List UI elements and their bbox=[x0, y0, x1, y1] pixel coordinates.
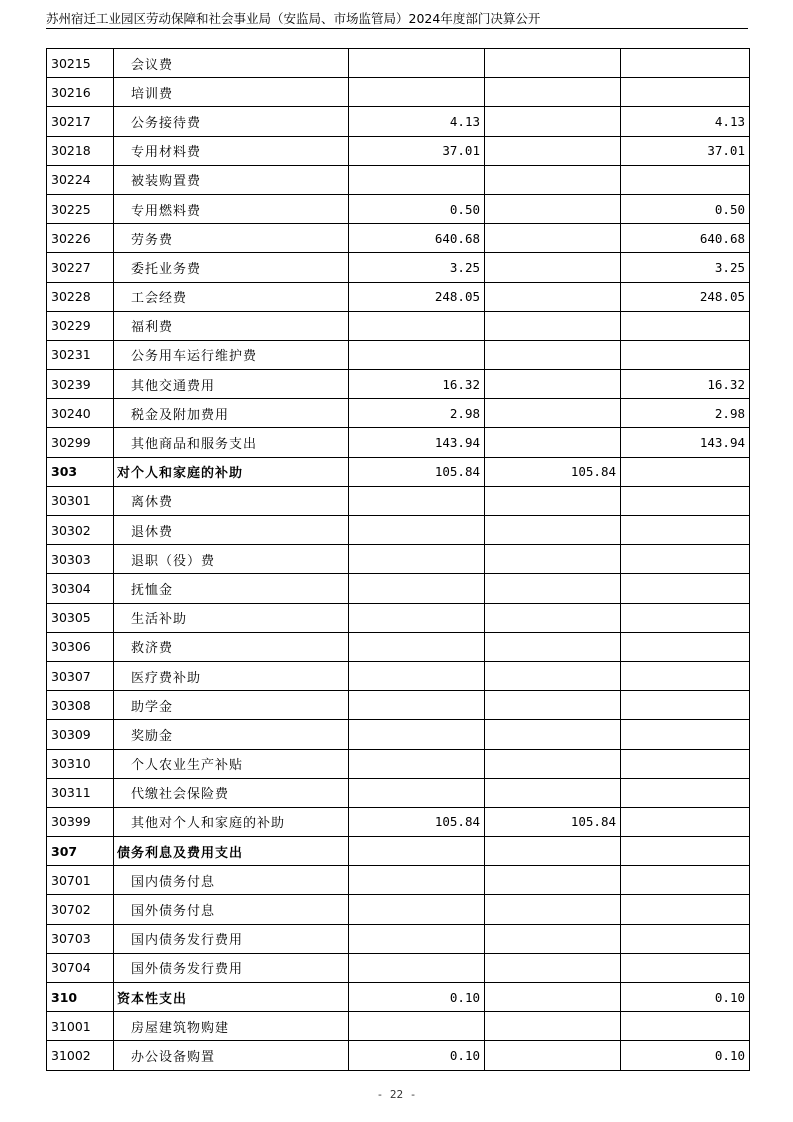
cell-name: 对个人和家庭的补助 bbox=[114, 457, 349, 486]
cell-name: 离休费 bbox=[114, 486, 349, 515]
cell-total bbox=[349, 311, 485, 340]
cell-name: 房屋建筑物购建 bbox=[114, 1012, 349, 1041]
cell-basic bbox=[485, 574, 621, 603]
cell-basic bbox=[485, 1041, 621, 1070]
cell-total: 640.68 bbox=[349, 224, 485, 253]
header-divider bbox=[46, 28, 748, 29]
cell-project: 0.10 bbox=[621, 1041, 750, 1070]
cell-basic bbox=[485, 924, 621, 953]
cell-name: 福利费 bbox=[114, 311, 349, 340]
cell-code: 30703 bbox=[47, 924, 114, 953]
cell-basic bbox=[485, 253, 621, 282]
cell-project bbox=[621, 78, 750, 107]
page-header-title: 苏州宿迁工业园区劳动保障和社会事业局（安监局、市场监管局）2024年度部门决算公开 bbox=[46, 11, 541, 26]
cell-name: 税金及附加费用 bbox=[114, 399, 349, 428]
cell-project: 16.32 bbox=[621, 370, 750, 399]
table-category-row bbox=[47, 837, 750, 866]
cell-code: 30240 bbox=[47, 399, 114, 428]
cell-total bbox=[349, 603, 485, 632]
cell-total bbox=[349, 545, 485, 574]
cell-name: 其他商品和服务支出 bbox=[114, 428, 349, 457]
cell-total bbox=[349, 1012, 485, 1041]
cell-basic bbox=[485, 370, 621, 399]
cell-total bbox=[349, 837, 485, 866]
cell-basic bbox=[485, 983, 621, 1012]
cell-name: 办公设备购置 bbox=[114, 1041, 349, 1070]
cell-total: 0.10 bbox=[349, 983, 485, 1012]
table-row bbox=[47, 165, 750, 194]
cell-basic bbox=[485, 778, 621, 807]
cell-project bbox=[621, 778, 750, 807]
cell-code: 30228 bbox=[47, 282, 114, 311]
table-row bbox=[47, 866, 750, 895]
table-row bbox=[47, 720, 750, 749]
cell-code: 30231 bbox=[47, 340, 114, 369]
cell-basic bbox=[485, 311, 621, 340]
cell-code: 31002 bbox=[47, 1041, 114, 1070]
cell-code: 30299 bbox=[47, 428, 114, 457]
cell-basic bbox=[485, 691, 621, 720]
cell-code: 30218 bbox=[47, 136, 114, 165]
cell-basic bbox=[485, 545, 621, 574]
cell-project bbox=[621, 837, 750, 866]
table-row bbox=[47, 924, 750, 953]
cell-name: 公务用车运行维护费 bbox=[114, 340, 349, 369]
cell-name: 其他对个人和家庭的补助 bbox=[114, 807, 349, 836]
cell-total bbox=[349, 924, 485, 953]
table-row bbox=[47, 1041, 750, 1070]
cell-basic bbox=[485, 895, 621, 924]
table-row bbox=[47, 428, 750, 457]
table-row bbox=[47, 340, 750, 369]
cell-basic bbox=[485, 136, 621, 165]
cell-project: 0.10 bbox=[621, 983, 750, 1012]
table-row bbox=[47, 194, 750, 223]
cell-basic bbox=[485, 428, 621, 457]
cell-basic bbox=[485, 749, 621, 778]
cell-total: 16.32 bbox=[349, 370, 485, 399]
cell-total bbox=[349, 691, 485, 720]
cell-total bbox=[349, 953, 485, 982]
table-row bbox=[47, 632, 750, 661]
cell-name: 国外债务付息 bbox=[114, 895, 349, 924]
cell-code: 30227 bbox=[47, 253, 114, 282]
cell-name: 资本性支出 bbox=[114, 983, 349, 1012]
cell-project: 3.25 bbox=[621, 253, 750, 282]
table-category-row bbox=[47, 983, 750, 1012]
cell-basic: 105.84 bbox=[485, 457, 621, 486]
cell-name: 退职（役）费 bbox=[114, 545, 349, 574]
table-row bbox=[47, 253, 750, 282]
table-row bbox=[47, 574, 750, 603]
cell-basic bbox=[485, 224, 621, 253]
cell-project bbox=[621, 807, 750, 836]
cell-code: 31001 bbox=[47, 1012, 114, 1041]
cell-basic bbox=[485, 340, 621, 369]
cell-name: 个人农业生产补贴 bbox=[114, 749, 349, 778]
table-row bbox=[47, 661, 750, 690]
cell-total bbox=[349, 866, 485, 895]
cell-total: 105.84 bbox=[349, 807, 485, 836]
cell-project: 248.05 bbox=[621, 282, 750, 311]
cell-basic bbox=[485, 486, 621, 515]
table-row bbox=[47, 749, 750, 778]
cell-code: 30303 bbox=[47, 545, 114, 574]
cell-project bbox=[621, 895, 750, 924]
cell-name: 公务接待费 bbox=[114, 107, 349, 136]
cell-basic bbox=[485, 866, 621, 895]
cell-project bbox=[621, 49, 750, 78]
table-row bbox=[47, 49, 750, 78]
cell-project bbox=[621, 691, 750, 720]
table-row bbox=[47, 311, 750, 340]
table-row bbox=[47, 370, 750, 399]
cell-name: 委托业务费 bbox=[114, 253, 349, 282]
table-row bbox=[47, 516, 750, 545]
cell-name: 专用燃料费 bbox=[114, 194, 349, 223]
table-row bbox=[47, 545, 750, 574]
cell-name: 国内债务发行费用 bbox=[114, 924, 349, 953]
cell-project bbox=[621, 924, 750, 953]
cell-code: 30305 bbox=[47, 603, 114, 632]
cell-project bbox=[621, 516, 750, 545]
cell-code: 30239 bbox=[47, 370, 114, 399]
cell-code: 30702 bbox=[47, 895, 114, 924]
cell-basic bbox=[485, 1012, 621, 1041]
cell-total: 37.01 bbox=[349, 136, 485, 165]
cell-total bbox=[349, 340, 485, 369]
cell-code: 30301 bbox=[47, 486, 114, 515]
cell-code: 30704 bbox=[47, 953, 114, 982]
table-row bbox=[47, 399, 750, 428]
table-row bbox=[47, 136, 750, 165]
cell-project bbox=[621, 603, 750, 632]
cell-name: 被装购置费 bbox=[114, 165, 349, 194]
cell-name: 救济费 bbox=[114, 632, 349, 661]
cell-project: 4.13 bbox=[621, 107, 750, 136]
cell-code: 30217 bbox=[47, 107, 114, 136]
cell-project: 2.98 bbox=[621, 399, 750, 428]
page-number: - 22 - bbox=[376, 1088, 417, 1101]
expenditure-table bbox=[46, 48, 750, 1071]
cell-project bbox=[621, 457, 750, 486]
cell-name: 债务利息及费用支出 bbox=[114, 837, 349, 866]
cell-total: 0.10 bbox=[349, 1041, 485, 1070]
cell-basic bbox=[485, 661, 621, 690]
table-row bbox=[47, 486, 750, 515]
cell-basic bbox=[485, 516, 621, 545]
cell-total: 0.50 bbox=[349, 194, 485, 223]
cell-name: 奖励金 bbox=[114, 720, 349, 749]
cell-project bbox=[621, 545, 750, 574]
cell-code: 310 bbox=[47, 983, 114, 1012]
cell-basic bbox=[485, 603, 621, 632]
cell-name: 抚恤金 bbox=[114, 574, 349, 603]
cell-total: 105.84 bbox=[349, 457, 485, 486]
cell-project: 143.94 bbox=[621, 428, 750, 457]
cell-total bbox=[349, 749, 485, 778]
cell-project bbox=[621, 953, 750, 982]
cell-project bbox=[621, 165, 750, 194]
table-category-row bbox=[47, 457, 750, 486]
cell-code: 30399 bbox=[47, 807, 114, 836]
cell-code: 30215 bbox=[47, 49, 114, 78]
cell-basic bbox=[485, 165, 621, 194]
cell-project bbox=[621, 632, 750, 661]
cell-code: 30216 bbox=[47, 78, 114, 107]
cell-project bbox=[621, 749, 750, 778]
cell-total: 4.13 bbox=[349, 107, 485, 136]
table-row bbox=[47, 1012, 750, 1041]
cell-code: 30224 bbox=[47, 165, 114, 194]
table-row bbox=[47, 691, 750, 720]
cell-total: 2.98 bbox=[349, 399, 485, 428]
cell-total bbox=[349, 516, 485, 545]
cell-code: 30310 bbox=[47, 749, 114, 778]
cell-basic bbox=[485, 837, 621, 866]
cell-project: 640.68 bbox=[621, 224, 750, 253]
cell-name: 代缴社会保险费 bbox=[114, 778, 349, 807]
cell-basic bbox=[485, 282, 621, 311]
cell-project bbox=[621, 486, 750, 515]
cell-code: 30307 bbox=[47, 661, 114, 690]
cell-total bbox=[349, 574, 485, 603]
cell-name: 培训费 bbox=[114, 78, 349, 107]
cell-name: 退休费 bbox=[114, 516, 349, 545]
cell-name: 劳务费 bbox=[114, 224, 349, 253]
cell-name: 会议费 bbox=[114, 49, 349, 78]
cell-total bbox=[349, 486, 485, 515]
cell-project bbox=[621, 1012, 750, 1041]
cell-name: 工会经费 bbox=[114, 282, 349, 311]
table-row bbox=[47, 107, 750, 136]
cell-name: 专用材料费 bbox=[114, 136, 349, 165]
cell-code: 30701 bbox=[47, 866, 114, 895]
cell-code: 30306 bbox=[47, 632, 114, 661]
cell-project: 37.01 bbox=[621, 136, 750, 165]
cell-basic: 105.84 bbox=[485, 807, 621, 836]
table-row bbox=[47, 78, 750, 107]
cell-project bbox=[621, 574, 750, 603]
cell-total bbox=[349, 165, 485, 194]
cell-basic bbox=[485, 107, 621, 136]
cell-total bbox=[349, 661, 485, 690]
cell-total bbox=[349, 78, 485, 107]
cell-total: 143.94 bbox=[349, 428, 485, 457]
table-row bbox=[47, 282, 750, 311]
cell-total bbox=[349, 895, 485, 924]
cell-code: 30229 bbox=[47, 311, 114, 340]
cell-project bbox=[621, 661, 750, 690]
cell-basic bbox=[485, 49, 621, 78]
table-row bbox=[47, 603, 750, 632]
table-row bbox=[47, 224, 750, 253]
table-row bbox=[47, 807, 750, 836]
cell-name: 生活补助 bbox=[114, 603, 349, 632]
cell-project bbox=[621, 340, 750, 369]
cell-total bbox=[349, 778, 485, 807]
cell-basic bbox=[485, 399, 621, 428]
cell-code: 30225 bbox=[47, 194, 114, 223]
cell-code: 30302 bbox=[47, 516, 114, 545]
table-row bbox=[47, 953, 750, 982]
cell-total bbox=[349, 49, 485, 78]
cell-total: 3.25 bbox=[349, 253, 485, 282]
cell-code: 30309 bbox=[47, 720, 114, 749]
cell-basic bbox=[485, 720, 621, 749]
cell-code: 30226 bbox=[47, 224, 114, 253]
cell-basic bbox=[485, 632, 621, 661]
cell-name: 国外债务发行费用 bbox=[114, 953, 349, 982]
cell-total bbox=[349, 632, 485, 661]
cell-total: 248.05 bbox=[349, 282, 485, 311]
cell-basic bbox=[485, 953, 621, 982]
cell-basic bbox=[485, 78, 621, 107]
cell-name: 助学金 bbox=[114, 691, 349, 720]
cell-project: 0.50 bbox=[621, 194, 750, 223]
cell-name: 医疗费补助 bbox=[114, 661, 349, 690]
cell-basic bbox=[485, 194, 621, 223]
cell-code: 30308 bbox=[47, 691, 114, 720]
cell-project bbox=[621, 311, 750, 340]
cell-code: 307 bbox=[47, 837, 114, 866]
cell-code: 30304 bbox=[47, 574, 114, 603]
cell-code: 303 bbox=[47, 457, 114, 486]
expenditure-table-body bbox=[47, 49, 750, 1071]
cell-total bbox=[349, 720, 485, 749]
cell-name: 国内债务付息 bbox=[114, 866, 349, 895]
table-row bbox=[47, 778, 750, 807]
cell-project bbox=[621, 866, 750, 895]
cell-project bbox=[621, 720, 750, 749]
cell-code: 30311 bbox=[47, 778, 114, 807]
cell-name: 其他交通费用 bbox=[114, 370, 349, 399]
table-row bbox=[47, 895, 750, 924]
